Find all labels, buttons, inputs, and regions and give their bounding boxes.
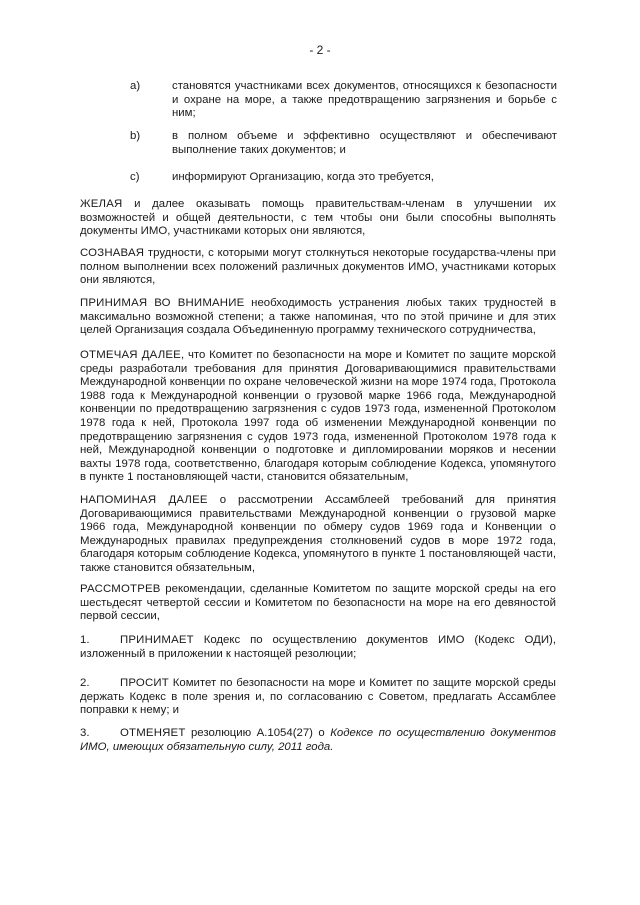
operative-number: 1. [80,634,90,646]
list-marker: a) [130,80,141,92]
paragraph-text: , что Комитет по безопасности на море и Комитет по защите морской среды разработали требования для принятия Договаривающимися правительствами Международной конвенции по охране человеческой жизни на море 1974 года, Протокола 1988 года к Международной конвенции о грузовой марке 1966 года, Международной конвенции по предотвращению загрязнения с судов 1973 года, измененной Протоколом 1978 года к ней, Протокола 1997 года об изменении Международной конвенции по предотвращению загрязнения с судов 1973 года, измененной Протоколом 1978 года к ней, Международной конвенции о подготовке и дипломировании моряков и несении вахты 1978 года, соответственно, благодаря которым соблюдение Кодекса, упомянутого в пункте 1 постановляющей части, становится обязательным, [80,349,556,484]
operative-italic-text: Кодексе по осуществлению документов ИМО, имеющих обязательную силу, 2011 года. [80,727,556,753]
paragraph-lead: ОТМЕЧАЯ ДАЛЕЕ [80,349,181,361]
operative-paragraph-3 [80,727,556,754]
list-marker: c) [130,171,140,183]
operative-text: резолюцию А.1054(27) о [185,727,331,739]
operative-number: 3. [80,727,90,739]
operative-text: Комитет по безопасности на море и Комитет по защите морской среды держать Кодекс в поле зрения и, по согласованию с Советом, предлагать Ассамблее поправки к нему; и [80,677,556,717]
operative-paragraph-2 [80,677,556,718]
paragraph-desiring [80,198,556,239]
paragraph-text: рекомендации, сделанные Комитетом по защите морской среды на его шестьдесят четвертой сессии и Комитетом по безопасности на море на его девяностой первой сессии, [80,583,556,623]
paragraph-recalling-further [80,494,556,576]
paragraph-lead: ЖЕЛАЯ [80,198,123,210]
list-item-text: в полном объеме и эффективно осуществляют и обеспечивают выполнение таких документов; и [172,130,557,156]
list-item-text: становятся участниками всех документов, относящихся к безопасности и охране на море, а также предотвращению загрязнения и борьбе с ним; [172,80,557,120]
list-item-text: информируют Организацию, когда это требуется, [172,171,434,183]
paragraph-noting-further [80,349,556,485]
operative-paragraph-1 [80,634,556,661]
paragraph-text: необходимость устранения любых таких трудностей в максимально возможной степени; а также напоминая, что по этой причине и для этих целей Организация создала Объединенную программу технического сотрудничества, [80,297,556,337]
operative-lead: ОТМЕНЯЕТ [120,727,186,739]
paragraph-considering [80,297,556,338]
paragraph-aware [80,247,556,288]
operative-lead: ПРОСИТ [120,677,169,689]
paragraph-lead: ПРИНИМАЯ ВО ВНИМАНИЕ [80,297,245,309]
paragraph-text: трудности, с которыми могут столкнуться некоторые государства-члены при полном выполнении всех положений различных документов ИМО, участниками которых они являются, [80,247,556,287]
operative-number: 2. [80,677,90,689]
page-number: - 2 - [309,43,331,57]
paragraph-lead: НАПОМИНАЯ ДАЛЕЕ [80,494,208,506]
paragraph-text: о рассмотрении Ассамблеей требований для принятия Договаривающимися правительствами Международной конвенции о грузовой марке 1966 года, Международной конвенции по обмеру судов 1969 года и Конвенции о Международных правилах предупреждения столкновений судов в море 1972 года, благодаря которым соблюдение Кодекса, упомянутого в пункте 1 постановляющей части, также становится обязательным, [80,494,557,574]
operative-lead: ПРИНИМАЕТ [120,634,194,646]
list-marker: b) [130,130,141,142]
paragraph-text: и далее оказывать помощь правительствам-членам в улучшении их возможностей и общей деятельности, с тем чтобы они были способны выполнять документы ИМО, участниками которых они являются, [80,198,556,238]
paragraph-lead: СОЗНАВАЯ [80,247,145,259]
paragraph-having-considered [80,583,556,624]
paragraph-lead: РАССМОТРЕВ [80,583,161,595]
operative-text: Кодекс по осуществлению документов ИМО (Кодекс ОДИ), изложенный в приложении к настоящей резолюции; [80,634,556,660]
